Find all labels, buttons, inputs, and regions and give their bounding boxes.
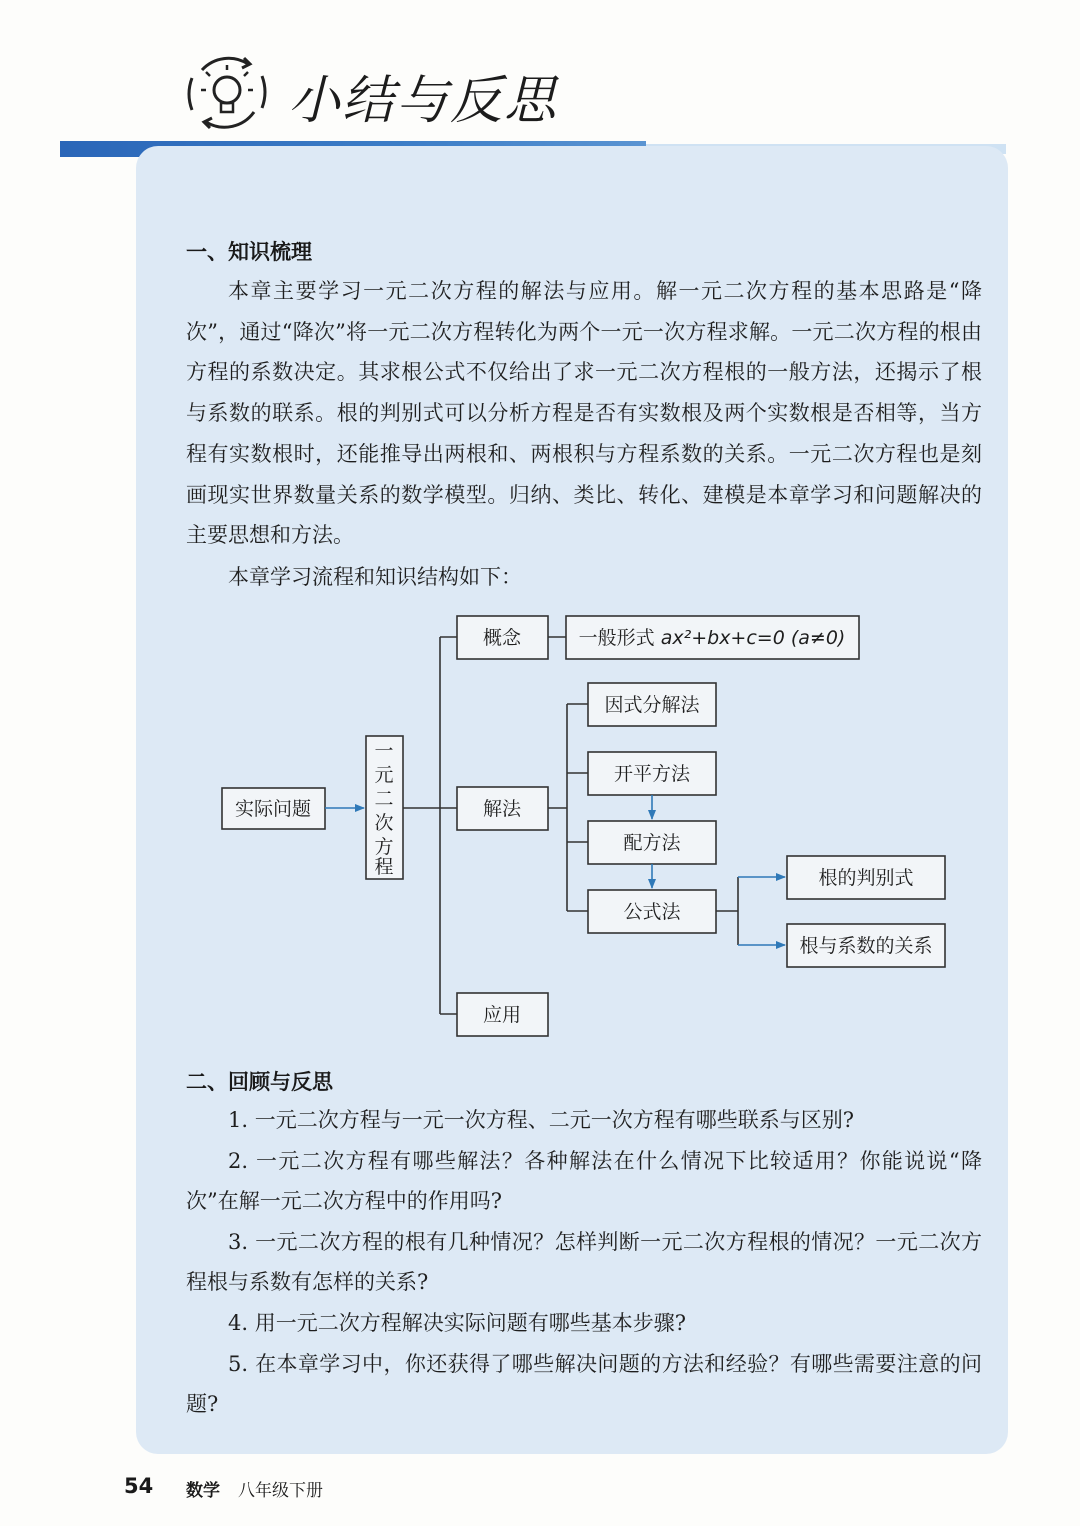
question-item: 2. 一元二次方程有哪些解法？各种解法在什么情况下比较适用？你能说说“降次”在解一元二次方程中的作用吗? [186,1149,982,1213]
label-real-problem: 实际问题 [234,798,312,820]
label-equation-char: 二 [374,788,394,810]
label-root-coefficient: 根与系数的关系 [799,935,933,957]
label-solution: 解法 [482,798,522,820]
general-form-prefix: 一般形式 [578,627,661,649]
page-title: 小结与反思 [288,71,559,131]
section-title-knowledge: 一、知识梳理 [186,240,312,264]
label-equation-char: 一 [374,740,394,762]
diagram-intro: 本章学习流程和知识结构如下： [228,565,522,589]
label-concept: 概念 [482,627,522,649]
general-form-formula: ax²+bx+c=0 (a≠0) [660,627,846,649]
question-item: 1. 一元二次方程与一元一次方程、二元一次方程有哪些联系与区别? [228,1108,854,1132]
page-number: 54 [124,1474,154,1498]
label-equation-char: 方 [374,836,394,858]
label-square-root: 开平方法 [613,763,691,785]
question-item: 5. 在本章学习中，你还获得了哪些解决问题的方法和经验？有哪些需要注意的问题? [186,1352,982,1416]
label-discriminant: 根的判别式 [818,867,914,889]
question-item: 4. 用一元二次方程解决实际问题有哪些基本步骤? [228,1311,686,1335]
label-general-form [579,627,846,649]
footer-grade: 八年级下册 [238,1481,323,1501]
section-title-review: 二、回顾与反思 [186,1070,333,1094]
footer-subject: 数学 [186,1481,220,1501]
label-factorization: 因式分解法 [604,694,700,716]
label-formula: 公式法 [623,901,681,923]
label-completing-square: 配方法 [623,832,681,854]
label-application: 应用 [482,1004,522,1026]
label-equation-char: 次 [374,812,394,834]
question-item: 3. 一元二次方程的根有几种情况？怎样判断一元二次方程根的情况？一元二次方程根与系数有怎样的关系? [186,1230,982,1294]
section-paragraph: 本章主要学习一元二次方程的解法与应用。解一元二次方程的基本思路是“降次”，通过“降次”将一元二次方程转化为两个一元一次方程求解。一元二次方程的根由方程的系数决定。其求根公式不仅给出了求一元二次方程根的一般方法，还揭示了根与系数的联系。根的判别式可以分析方程是否有实数根及两个实数根是否相等，当方程有实数根时，还能推导出两根和、两根积与方程系数的关系。一元二次方程也是刻画现实世界数量关系的数学模型。归纳、类比、转化、建模是本章学习和问题解决的主要思想和方法。 [186,279,982,548]
label-equation-char: 元 [374,764,394,786]
label-equation-char: 程 [374,856,394,878]
